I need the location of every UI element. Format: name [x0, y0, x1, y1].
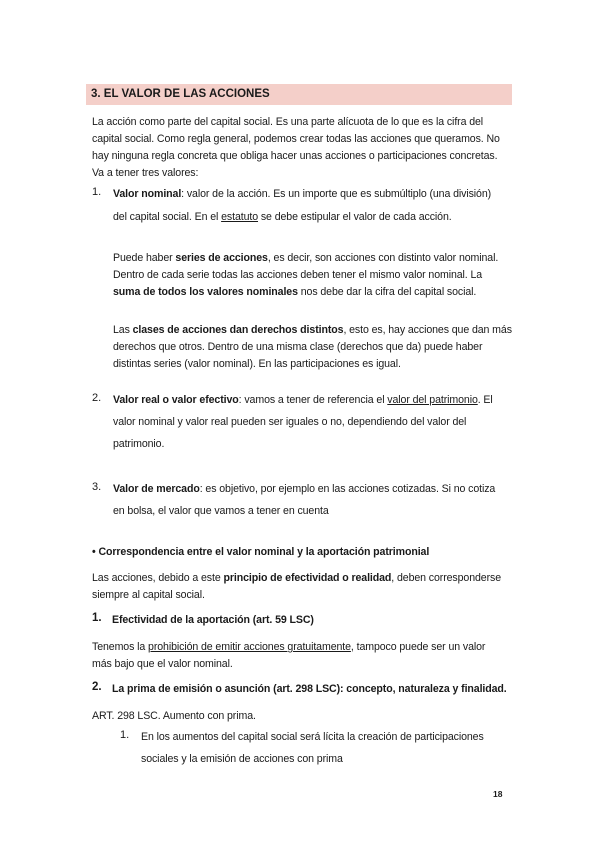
intro-line-2: capital social. Como regla general, podemos crear todas las acciones que queramos. No [92, 133, 500, 145]
art-item-number: 1. [120, 729, 130, 741]
term-valor-mercado: Valor de mercado [113, 483, 200, 495]
bullet-heading: • Correspondencia entre el valor nominal y la aportación patrimonial [92, 546, 430, 558]
intro-line-3: hay ninguna regla concreta que obliga hacer unas acciones o participaciones concretas. [92, 150, 498, 162]
correspondencia-line-2: siempre al capital social. [92, 589, 205, 601]
list-item-2-line-3: patrimonio. [113, 438, 165, 450]
intro-line-1: La acción como parte del capital social. Es una parte alícuota de lo que es la cifra del [92, 116, 484, 128]
list-number-3: 3. [92, 481, 102, 493]
list-item-1-line-2: del capital social. En el estatuto se debe estipular el valor de cada acción. [113, 211, 452, 223]
correspondencia-line-1: Las acciones, debido a este principio de efectividad o realidad, deben corresponderse [92, 572, 501, 584]
series-para-line-2: Dentro de cada serie todas las acciones deben tener el mismo valor nominal. La [113, 269, 483, 281]
art-item-line-1: En los aumentos del capital social será lícita la creación de participaciones [141, 731, 484, 743]
subheading-1-number: 1. [92, 612, 102, 624]
subheading-1-title: Efectividad de la aportación (art. 59 LSC) [112, 614, 314, 626]
intro-line-4: Va a tener tres valores: [92, 167, 199, 179]
art-item-line-2: sociales y la emisión de acciones con prima [141, 753, 343, 765]
term-valor-nominal: Valor nominal [113, 188, 182, 200]
clases-para-line-3: distintas series (valor nominal). En las participaciones es igual. [113, 358, 401, 370]
link-estatuto[interactable]: estatuto [221, 211, 259, 223]
clases-para-line-1: Las clases de acciones dan derechos distintos, esto es, hay acciones que dan más [113, 324, 512, 336]
list-item-1-line-1: Valor nominal: valor de la acción. Es un importe que es submúltiplo (una división) [113, 188, 492, 200]
efectividad-line-2: más bajo que el valor nominal. [92, 658, 233, 670]
list-item-3-line-2: en bolsa, el valor que vamos a tener en cuenta [113, 505, 329, 517]
list-number-2: 2. [92, 392, 102, 404]
subheading-2-title: La prima de emisión o asunción (art. 298 LSC): concepto, naturaleza y finalidad. [112, 683, 507, 695]
term-valor-real: Valor real o valor efectivo [113, 394, 239, 406]
link-prohibicion[interactable]: prohibición de emitir acciones gratuitamente [148, 641, 351, 653]
link-valor-patrimonio[interactable]: valor del patrimonio [387, 394, 478, 406]
efectividad-line-1: Tenemos la prohibición de emitir acciones gratuitamente, tampoco puede ser un valor [92, 641, 486, 653]
list-item-2-line-1: Valor real o valor efectivo: vamos a tener de referencia el valor del patrimonio. El [113, 394, 493, 406]
series-para-line-3: suma de todos los valores nominales nos debe dar la cifra del capital social. [113, 286, 477, 298]
subheading-2-number: 2. [92, 681, 102, 693]
clases-para-line-2: derechos que otros. Dentro de una misma clase (derechos que da) puede haber [113, 341, 483, 353]
page-number: 18 [493, 789, 503, 799]
art-298-line: ART. 298 LSC. Aumento con prima. [92, 710, 256, 722]
list-number-1: 1. [92, 186, 102, 198]
bullet-marker: • [92, 546, 96, 558]
section-heading [86, 84, 512, 105]
list-item-2-line-2: valor nominal y valor real pueden ser iguales o no, dependiendo del valor del [113, 416, 467, 428]
list-item-3-line-1: Valor de mercado: es objetivo, por ejemplo en las acciones cotizadas. Si no cotiza [113, 483, 496, 495]
section-title: 3. EL VALOR DE LAS ACCIONES [91, 88, 270, 100]
series-para-line-1: Puede haber series de acciones, es decir, son acciones con distinto valor nominal. [113, 252, 499, 264]
